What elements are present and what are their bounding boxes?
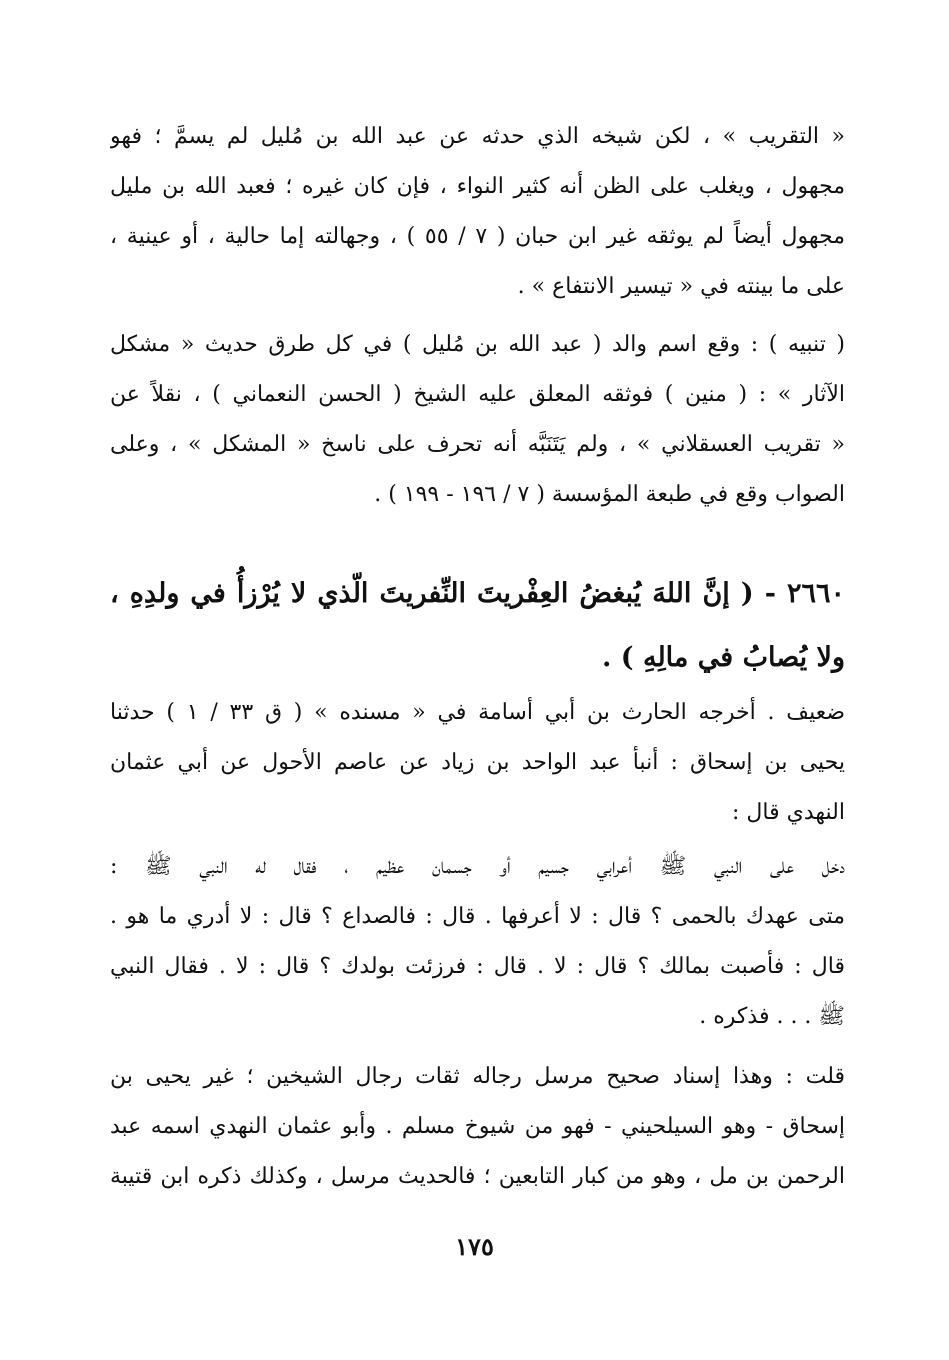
text-line: إسحاق - وهو السيلحيني - فهو من شيوخ مسلم . وأبو عثمان النهدي اسمه عبد xyxy=(110,1114,845,1139)
hadith-line: ٢٦٦٠ - ( إنَّ اللهَ يُبغضُ العِفْريتَ النِّفريتَ الّذي لا يُرْزأُ في ولدِهِ ، xyxy=(110,578,845,609)
hadith-heading xyxy=(110,562,845,690)
page-number: ١٧٥ xyxy=(455,1232,494,1261)
text-line: الصواب وقع في طبعة المؤسسة ( ٧ / ١٩٦ - ١٩٩ ) . xyxy=(374,482,845,507)
paragraph-tanbih xyxy=(110,320,845,520)
paragraph-narration xyxy=(110,842,845,1042)
text-line: ضعيف . أخرجه الحارث بن أبي أسامة في « مسنده » ( ق ٣٣ / ١ ) حدثنا xyxy=(110,700,845,725)
text-line: يحيى بن إسحاق : أنبأ عبد الواحد بن زياد عن عاصم الأحول عن أبي عثمان xyxy=(110,750,845,775)
paragraph-grading xyxy=(110,688,845,838)
text-line: متى عهدك بالحمى ؟ قال : لا أعرفها . قال : فالصداع ؟ قال : لا أدري ما هو . xyxy=(110,904,845,929)
text-line: الآثار » : ( منين ) فوثقه المعلق عليه الشيخ ( الحسن النعماني ) ، نقلاً عن xyxy=(110,382,845,407)
paragraph-takhrij-note xyxy=(110,112,845,312)
text-line: « تقريب العسقلاني » ، ولم يَتَنَبَّه أنه تحرف على ناسخ « المشكل » ، وعلى xyxy=(110,432,845,457)
paragraph-commentary xyxy=(110,1052,845,1202)
text-line: مجهول ، ويغلب على الظن أنه كثير النواء ، فإن كان غيره ؛ فعبد الله بن مليل xyxy=(110,174,845,199)
text-line: « التقريب » ، لكن شيخه الذي حدثه عن عبد الله بن مُليل لم يسمَّ ؛ فهو xyxy=(110,124,845,149)
text-line: مجهول أيضاً لم يوثقه غير ابن حبان ( ٧ / ٥٥ ) ، وجهالته إما حالية ، أو عينية ، xyxy=(110,224,845,249)
text-line: ﷺ . . . فذكره . xyxy=(699,1004,845,1029)
text-line: النهدي قال : xyxy=(732,800,845,825)
text-line: قلت : وهذا إسناد صحيح مرسل رجاله ثقات رجال الشيخين ؛ غير يحيى بن xyxy=(110,1064,845,1089)
text-line: قال : فأصبت بمالك ؟ قال : لا . قال : فرزئت بولدك ؟ قال : لا . فقال النبي xyxy=(110,954,845,979)
text-line: على ما بينته في « تيسير الانتفاع » . xyxy=(517,274,845,299)
hadith-line: ولا يُصابُ في مالِهِ ) . xyxy=(602,642,845,673)
text-line: دخل على النبي ﷺ أعرابي جسيم أو جسمان عظيم ، فقال له النبي ﷺ : xyxy=(110,854,845,879)
text-line: الرحمن بن مل ، وهو من كبار التابعين ؛ فالحديث مرسل ، وكذلك ذكره ابن قتيبة xyxy=(110,1164,845,1189)
text-line: ( تنبيه ) : وقع اسم والد ( عبد الله بن مُليل ) في كل طرق حديث « مشكل xyxy=(110,332,845,357)
